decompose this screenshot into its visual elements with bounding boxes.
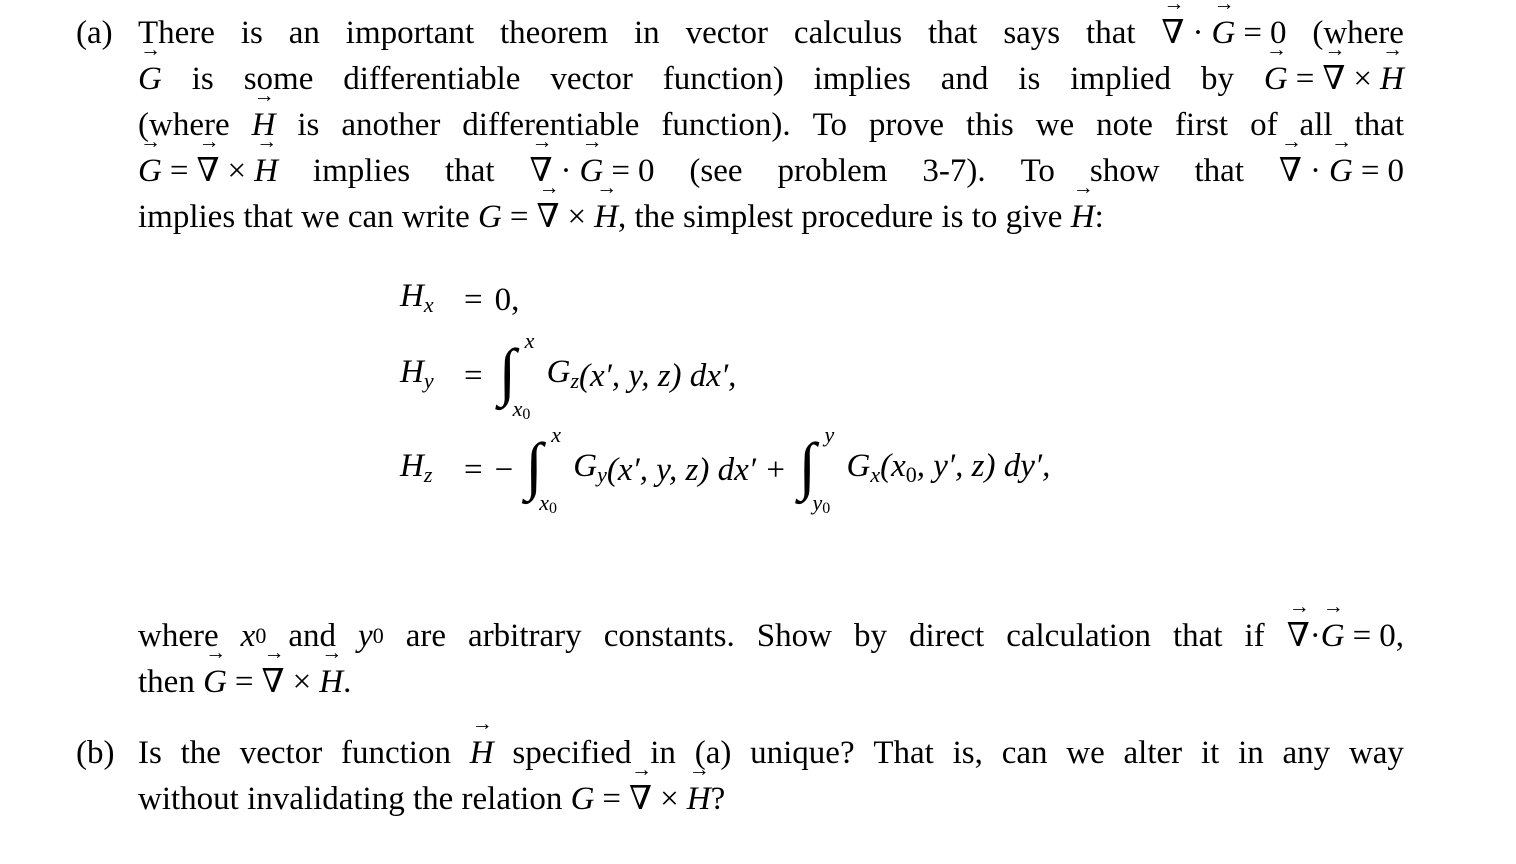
nabla-vector-symbol: → ∇ xyxy=(629,776,652,822)
text-segment: that xyxy=(445,153,495,189)
text-segment: 0 xyxy=(637,153,655,189)
text-segment: · xyxy=(1309,618,1321,654)
hx-equals: = xyxy=(464,282,483,318)
equations-block xyxy=(400,270,1300,530)
part-b-line-2 xyxy=(138,776,1404,822)
text-segment: that xyxy=(927,15,978,51)
math-variable: x xyxy=(240,618,256,654)
text-segment: way xyxy=(1348,735,1404,771)
text-segment: if xyxy=(1244,618,1265,654)
text-segment: is xyxy=(1018,61,1041,97)
text-segment: 0, xyxy=(1379,618,1404,654)
text-segment: it xyxy=(1200,735,1220,771)
vector-symbol: → G xyxy=(1321,613,1345,659)
text-segment: implies xyxy=(312,153,411,189)
text-segment: : xyxy=(1094,199,1104,235)
text-segment: implies that we can write xyxy=(138,199,478,235)
hy-integral-sign: ∫ x x0 xyxy=(498,328,535,423)
text-segment: 0 xyxy=(1387,153,1404,189)
text-segment: and xyxy=(940,61,989,97)
text-segment: (a) xyxy=(694,735,732,771)
text-segment: (where xyxy=(1312,15,1404,51)
math-operator: × xyxy=(660,781,679,817)
text-segment: this xyxy=(966,107,1014,143)
text-segment: by xyxy=(854,618,888,654)
text-segment: (see xyxy=(689,153,743,189)
nabla-vector-symbol: → ∇ xyxy=(1161,10,1184,56)
text-segment: note xyxy=(1096,107,1153,143)
part-b xyxy=(76,730,1404,826)
text-segment: the xyxy=(180,735,221,771)
text-segment: arbitrary xyxy=(468,618,582,654)
text-segment: we xyxy=(1035,107,1075,143)
vector-symbol: → G xyxy=(203,659,227,705)
vector-symbol: → H xyxy=(254,148,278,194)
text-segment: vector xyxy=(685,15,769,51)
hz-integrand-1: $G_y$ xyxy=(573,447,607,487)
equation-hz xyxy=(400,422,1051,517)
text-segment: says xyxy=(1003,15,1061,51)
text-segment: where xyxy=(138,618,219,654)
text-segment: show xyxy=(1089,153,1160,189)
text-segment: is, xyxy=(952,735,983,771)
text-segment: (where xyxy=(138,107,230,143)
vector-symbol: → G xyxy=(1264,56,1288,102)
vector-symbol: → H xyxy=(470,730,494,776)
text-segment: are xyxy=(405,618,447,654)
hz-args-2: ($x_0$, y′, z) dy′, xyxy=(880,447,1051,487)
text-segment: problem xyxy=(777,153,888,189)
text-segment: function xyxy=(340,735,451,771)
text-segment: any xyxy=(1282,735,1331,771)
math-variable: y xyxy=(358,618,373,654)
part-a-text xyxy=(138,10,1404,240)
text-segment: then xyxy=(138,664,204,700)
vector-symbol: → G xyxy=(138,56,162,102)
text-segment: function). xyxy=(661,107,791,143)
text-segment: some xyxy=(243,61,314,97)
text-segment: 3-7). xyxy=(922,153,986,189)
math-operator: · xyxy=(1192,15,1204,51)
text-segment: and xyxy=(288,618,336,654)
text-segment: constants. xyxy=(603,618,735,654)
text-segment: without invalidating the relation xyxy=(138,781,571,817)
vector-symbol: → G xyxy=(580,148,604,194)
vector-symbol: → H xyxy=(1071,194,1095,240)
text-segment: alter xyxy=(1123,735,1183,771)
hz-integral-sign-1: ∫ x x0 xyxy=(525,422,562,517)
text-segment: in xyxy=(634,15,660,51)
text-segment: first xyxy=(1174,107,1229,143)
text-segment: , the simplest procedure is to give xyxy=(617,199,1071,235)
text-segment: To xyxy=(1020,153,1055,189)
text-segment: 0 xyxy=(1269,15,1287,51)
text-segment: differentiable xyxy=(462,107,640,143)
math-operator: × xyxy=(1353,61,1373,97)
text-segment: Is xyxy=(138,735,162,771)
text-segment: There xyxy=(138,15,215,51)
nabla-vector-symbol: → ∇ xyxy=(536,194,559,240)
text-segment: prove xyxy=(868,107,945,143)
hy-args: (x′, y, z) dx′, xyxy=(579,358,737,394)
hz-integrand-2: $G_x$ xyxy=(846,447,881,487)
hz-minus: − xyxy=(494,452,514,488)
vector-symbol: → H xyxy=(687,776,711,822)
math-subscript: 0 xyxy=(372,623,384,648)
text-segment: can xyxy=(1001,735,1048,771)
vector-symbol: → H xyxy=(319,659,343,705)
text-segment: another xyxy=(341,107,441,143)
part-a-line-3 xyxy=(138,102,1404,148)
text-segment: calculation xyxy=(1006,618,1151,654)
part-b-label: (b) xyxy=(76,735,115,771)
math-operator: = xyxy=(602,781,622,817)
text-segment: unique? xyxy=(750,735,855,771)
hz-lhs: $H_z$ xyxy=(400,447,433,487)
math-operator: = xyxy=(234,664,254,700)
text-segment: . xyxy=(343,664,352,700)
text-segment: that xyxy=(1086,15,1136,51)
text-segment: we xyxy=(1066,735,1105,771)
part-a xyxy=(76,10,1404,250)
text-segment: an xyxy=(288,15,320,51)
math-operator: = xyxy=(611,153,630,189)
part-a-line-1 xyxy=(138,10,1404,56)
vector-symbol: → G xyxy=(1329,148,1353,194)
vector-symbol: → H xyxy=(594,194,618,240)
vector-symbol: → H xyxy=(252,102,276,148)
math-operator: = xyxy=(509,199,529,235)
part-a-after-text xyxy=(138,613,1404,705)
text-segment: in xyxy=(650,735,676,771)
nabla-vector-symbol: → ∇ xyxy=(196,148,219,194)
hz-args-1: (x′, y, z) dx′ + xyxy=(606,452,787,488)
math-operator: × xyxy=(292,664,312,700)
nabla-vector-symbol: → ∇ xyxy=(529,148,552,194)
part-a-label: (a) xyxy=(76,15,113,51)
math-operator: = xyxy=(1360,153,1380,189)
math-operator: · xyxy=(560,153,572,189)
part-b-text xyxy=(138,730,1404,822)
text-segment: that xyxy=(1354,107,1404,143)
text-segment: specified xyxy=(512,735,632,771)
text-segment: differentiable xyxy=(343,61,521,97)
text-segment: implies xyxy=(813,61,911,97)
text-segment: is xyxy=(191,61,214,97)
hx-lhs: $H_x$ xyxy=(400,277,434,317)
math-operator: = xyxy=(1352,618,1372,654)
equation-hx xyxy=(400,270,519,330)
hy-integrand: $G_z$ xyxy=(546,353,580,393)
hx-rhs: 0, xyxy=(494,282,520,318)
text-segment: of xyxy=(1250,107,1278,143)
part-b-line-1 xyxy=(138,730,1404,776)
math-operator: = xyxy=(1295,61,1315,97)
text-segment: important xyxy=(345,15,475,51)
text-segment: Show xyxy=(756,618,832,654)
math-operator: = xyxy=(1243,15,1262,51)
text-segment: vector xyxy=(239,735,323,771)
text-segment: calculus xyxy=(793,15,903,51)
text-segment: vector xyxy=(550,61,633,97)
math-subscript: 0 xyxy=(255,623,267,648)
math-operator: × xyxy=(567,199,587,235)
text-segment: that xyxy=(1173,618,1223,654)
text-segment: direct xyxy=(909,618,985,654)
text-segment: To xyxy=(812,107,847,143)
text-segment: by xyxy=(1200,61,1234,97)
math-operator: = xyxy=(169,153,189,189)
nabla-vector-symbol: → ∇ xyxy=(262,659,285,705)
text-segment: ? xyxy=(710,781,726,817)
nabla-vector-symbol: → ∇ xyxy=(1287,613,1310,659)
text-segment: That xyxy=(873,735,934,771)
text-segment: is xyxy=(240,15,263,51)
equation-hy xyxy=(400,328,737,423)
nabla-vector-symbol: → ∇ xyxy=(1279,148,1302,194)
math-operator: × xyxy=(227,153,247,189)
text-segment: that xyxy=(1194,153,1244,189)
text-segment: function) xyxy=(662,61,784,97)
hz-integral-sign-2: ∫ y y0 xyxy=(798,422,835,517)
vector-symbol: → H xyxy=(1380,56,1404,102)
hz-equals: = xyxy=(464,452,483,488)
part-a-line-5 xyxy=(138,194,1404,240)
part-a-line-4 xyxy=(138,148,1404,194)
part-a-continuation xyxy=(76,613,1404,709)
vector-symbol: → G xyxy=(1211,10,1235,56)
text-segment: implied xyxy=(1070,61,1172,97)
part-a-after-line-2 xyxy=(138,659,1404,705)
nabla-vector-symbol: → ∇ xyxy=(1322,56,1345,102)
text-segment: is xyxy=(297,107,320,143)
hy-lhs: $H_y$ xyxy=(400,353,434,393)
math-variable: G xyxy=(570,781,595,817)
text-segment: in xyxy=(1238,735,1264,771)
text-segment: theorem xyxy=(500,15,609,51)
hy-equals: = xyxy=(464,358,483,394)
vector-symbol: → G xyxy=(138,148,162,194)
part-a-line-2 xyxy=(138,56,1404,102)
math-operator: · xyxy=(1309,153,1321,189)
math-variable: G xyxy=(477,199,502,235)
text-segment: all xyxy=(1299,107,1333,143)
